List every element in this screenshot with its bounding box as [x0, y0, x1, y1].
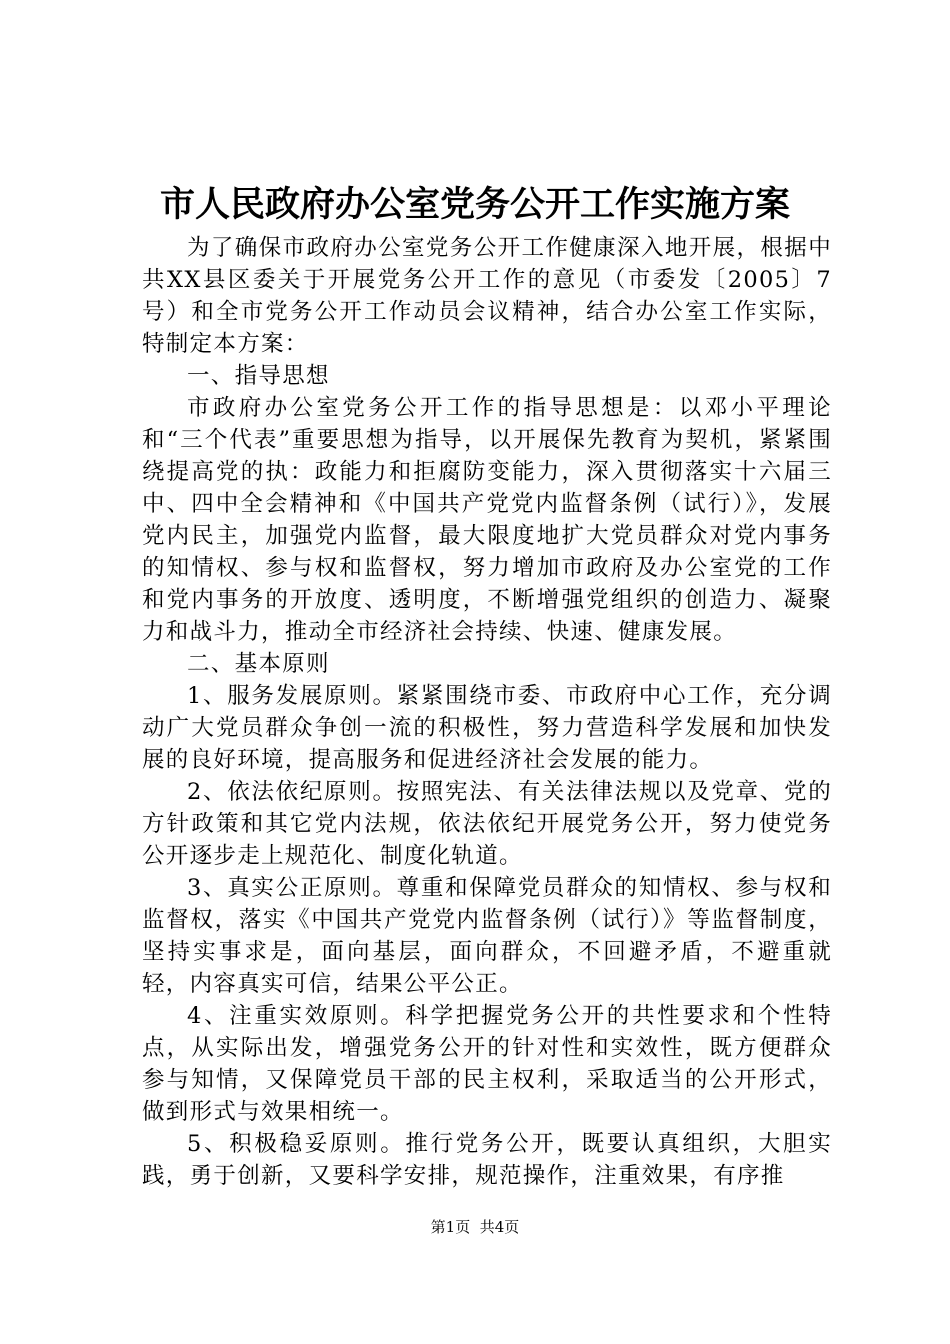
section-heading-basic-principles: 二、基本原则: [187, 651, 330, 677]
principle-4-paragraph: 4、注重实效原则。科学把握党务公开的共性要求和个性特点，从实际出发，增强党务公开的针对性和实效性，既方便群众参与知情，又保障党员干部的民主权利，采取适当的公开形式，做到形式与效果相统一。: [142, 1003, 832, 1125]
section-heading-guiding-ideology: 一、指导思想: [187, 363, 330, 389]
intro-paragraph: 为了确保市政府办公室党务公开工作健康深入地开展，根据中共XX县区委关于开展党务公开工作的意见（市委发〔2005〕7号）和全市党务公开工作动员会议精神，结合办公室工作实际，特制定本方案：: [142, 235, 832, 357]
principle-3-paragraph: 3、真实公正原则。尊重和保障党员群众的知情权、参与权和监督权，落实《中国共产党党内监督条例（试行）》等监督制度，坚持实事求是，面向基层，面向群众，不回避矛盾，不避重就轻，内容真实可信，结果公平公正。: [142, 875, 832, 997]
principle-2-paragraph: 2、依法依纪原则。按照宪法、有关法律法规以及党章、党的方针政策和其它党内法规，依法依纪开展党务公开，努力使党务公开逐步走上规范化、制度化轨道。: [142, 779, 832, 869]
document-body: [142, 232, 832, 1192]
page-number: 第1页: [430, 1218, 471, 1236]
page-footer: [0, 1216, 950, 1238]
principle-5-paragraph: 5、积极稳妥原则。推行党务公开，既要认真组织，大胆实践，勇于创新，又要科学安排，规范操作，注重效果，有序推: [142, 1131, 832, 1189]
document-title: 市人民政府办公室党务公开工作实施方案: [159, 184, 790, 225]
page-total: 共4页: [479, 1218, 520, 1236]
guiding-ideology-paragraph: 市政府办公室党务公开工作的指导思想是：以邓小平理论和“三个代表”重要思想为指导，以开展保先教育为契机，紧紧围绕提高党的执：政能力和拒腐防变能力，深入贯彻落实十六届三中、四中全会精神和《中国共产党党内监督条例（试行）》，发展党内民主，加强党内监督，最大限度地扩大党员群众对党内事务的知情权、参与权和监督权，努力增加市政府及办公室党的工作和党内事务的开放度、透明度，不断增强党组织的创造力、凝聚力和战斗力，推动全市经济社会持续、快速、健康发展。: [142, 395, 832, 645]
principle-1-paragraph: 1、服务发展原则。紧紧围绕市委、市政府中心工作，充分调动广大党员群众争创一流的积极性，努力营造科学发展和加快发展的良好环境，提高服务和促进经济社会发展的能力。: [142, 683, 832, 773]
